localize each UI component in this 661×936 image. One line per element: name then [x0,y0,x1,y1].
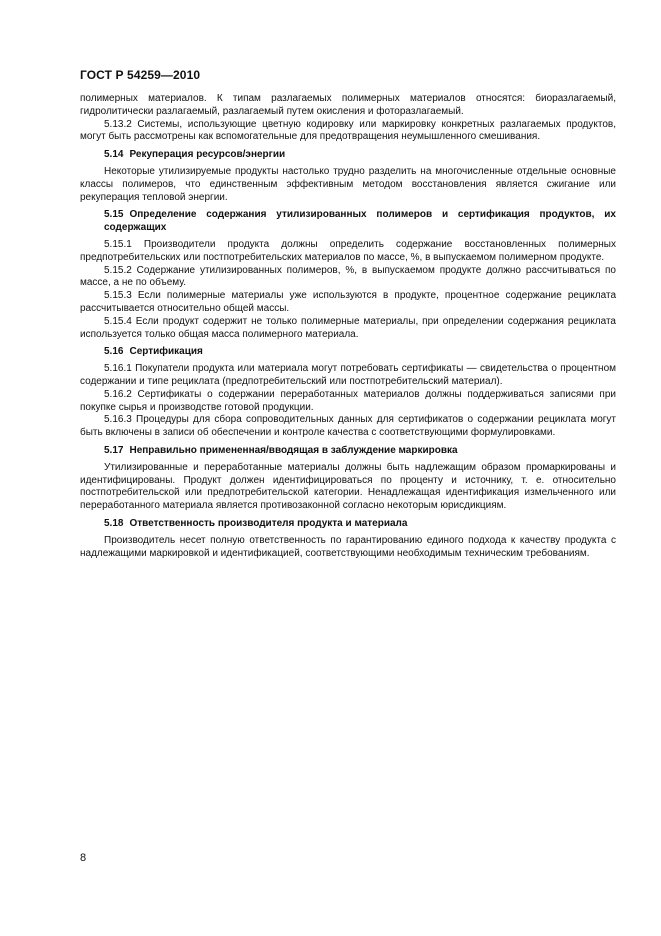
section-heading-5-14 [80,149,616,162]
section-title: Определение содержания утилизированных полимеров и сертификация продуктов, их содержащих [104,209,616,234]
paragraph-5-15-2: 5.15.2 Содержание утилизированных полимеров, %, в выпускаемом продукте должно рассчитываться по массе, а не по объему. [80,264,616,289]
section-title: Неправильно примененная/вводящая в заблуждение маркировка [129,444,458,456]
section-title: Сертификация [129,346,203,358]
paragraph-5-15-4: 5.15.4 Если продукт содержит не только полимерные материалы, при определении содержания рециклата используется только общая масса полимерного материала. [80,315,616,340]
section-heading-5-16 [80,346,616,359]
paragraph: Некоторые утилизируемые продукты настолько трудно разделить на многочисленные отдельные основные классы полимеров, что единственным эффективным методом восстановления является сжигание или рекуперация тепловой энергии. [80,165,616,203]
section-heading-5-18 [80,518,616,531]
paragraph-5-15-3: 5.15.3 Если полимерные материалы уже используются в продукте, процентное содержание рециклата рассчитывается относительно общей массы. [80,290,616,314]
section-title: Рекуперация ресурсов/энергии [129,149,286,161]
document-header: ГОСТ Р 54259—2010 [80,68,201,82]
document-body [80,93,616,560]
section-number: 5.17 [104,444,124,456]
section-heading-5-17 [80,445,616,458]
section-title: Ответственность производителя продукта и материала [129,517,408,529]
section-number: 5.14 [104,149,124,161]
paragraph-5-16-3: 5.16.3 Процедуры для сбора сопроводительных данных для сертификатов о содержании рециклата могут быть включены в записи об обеспечении и контроле качества с соответствующими формулировками. [80,414,616,439]
paragraph: Производитель несет полную ответственность по гарантированию единого подхода к качеству продукта с надлежащими маркировкой и идентификацией, соответствующими необходимым техническим требованиям. [80,534,616,559]
paragraph-5-16-1: 5.16.1 Покупатели продукта или материала могут потребовать сертификаты — свидетельства о процентном содержании и типе рециклата (предпотребительский или постпотребительский материал). [80,363,616,387]
paragraph-5-16-2: 5.16.2 Сертификаты о содержании переработанных материалов должны поддерживаться записями при покупке сырья и производстве готовой продукции. [80,388,616,413]
paragraph: Утилизированные и переработанные материалы должны быть надлежащим образом промаркированы и идентифицированы. Продукт должен идентифицироваться по проценту и источнику, т. е. относительно постпотребительской или предпотребительской категории. Ненадлежащая идентификация измельченного или переработанного материала является противозаконной согласно некоторым юрисдикциям. [80,461,616,512]
paragraph-5-15-1: 5.15.1 Производители продукта должны определить содержание восстановленных полимерных предпотребительских или постпотребительских материалов по массе, %, в выпускаемом полимерном продукте. [80,238,616,263]
section-number: 5.15 [104,209,124,221]
paragraph: полимерных материалов. К типам разлагаемых полимерных материалов относятся: биоразлагаемый, гидролитически разлагаемый, разлагаемый путем окисления и фоторазлагаемый. [80,93,616,117]
page-number: 8 [80,852,87,864]
section-number: 5.16 [104,346,124,358]
section-heading-5-15 [80,209,616,235]
paragraph-5-13-2: 5.13.2 Системы, использующие цветную кодировку или маркировку конкретных разлагаемых продуктов, могут быть рассмотрены как вспомогательные для предотвращения неумышленного смешивания. [80,118,616,143]
section-number: 5.18 [104,517,124,529]
